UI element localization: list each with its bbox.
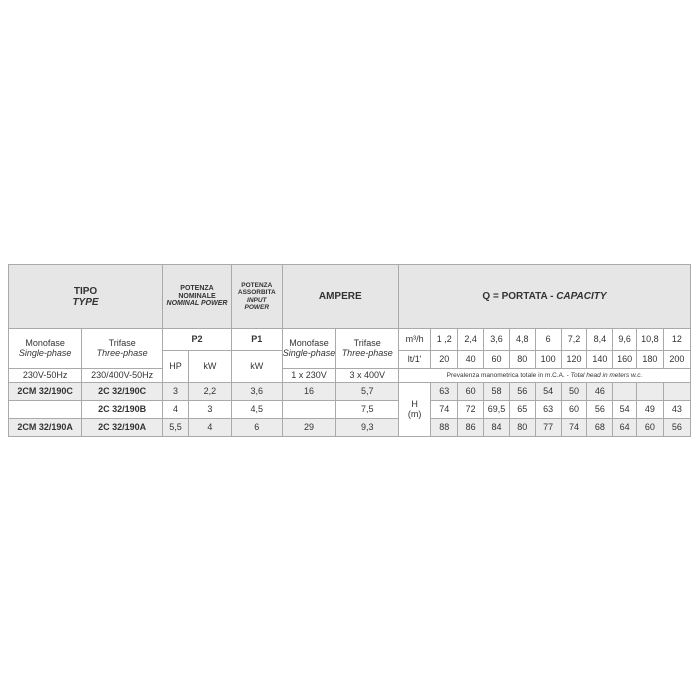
kw-value: 4 xyxy=(188,419,231,437)
flow-m3h-1: 2,4 xyxy=(458,329,484,351)
flow-lt-8: 180 xyxy=(636,351,663,369)
p2-header: P2 xyxy=(163,329,232,351)
head-label xyxy=(398,383,430,437)
total-head-label: Total head in meters w.c. xyxy=(570,371,643,379)
flow-lt-2: 60 xyxy=(484,351,510,369)
flow-lt-4: 100 xyxy=(535,351,561,369)
tipo-header xyxy=(9,265,163,329)
head-value: 54 xyxy=(535,383,561,401)
flow-m3h-0: 1 ,2 xyxy=(431,329,458,351)
amp-monofase-header xyxy=(282,329,336,369)
head-value: 74 xyxy=(431,401,458,419)
potenza-label: POTENZA xyxy=(180,284,214,292)
unit-m3h: m³/h xyxy=(398,329,430,351)
head-value: 64 xyxy=(613,419,637,437)
pump-spec-table xyxy=(8,264,691,437)
flow-m3h-5: 7,2 xyxy=(561,329,587,351)
hp-header: HP xyxy=(163,351,189,383)
p1-header: P1 xyxy=(231,329,282,351)
table-row xyxy=(9,383,691,401)
flow-lt-0: 20 xyxy=(431,351,458,369)
amp-mono-value: 16 xyxy=(282,383,336,401)
head-value: 60 xyxy=(561,401,587,419)
head-value: 46 xyxy=(587,383,613,401)
hp-value: 4 xyxy=(163,401,189,419)
head-value: 56 xyxy=(509,383,535,401)
flow-m3h-2: 3,6 xyxy=(484,329,510,351)
amp-trifase-header xyxy=(336,329,399,369)
amp-monofase-label: Monofase xyxy=(289,337,329,348)
flow-lt-9: 200 xyxy=(663,351,690,369)
potenza-assorbita-header xyxy=(231,265,282,329)
model-mono: 2CM 32/190A xyxy=(9,419,82,437)
three-phase-label: Three-phase xyxy=(96,347,148,358)
prevalenza-note xyxy=(398,369,690,383)
monofase-header xyxy=(9,329,82,369)
flow-lt-7: 160 xyxy=(613,351,637,369)
head-value: 58 xyxy=(484,383,510,401)
voltage-row xyxy=(9,369,691,383)
flow-lt-1: 40 xyxy=(458,351,484,369)
single-phase-label: Single-phase xyxy=(18,347,72,358)
head-value: 60 xyxy=(458,383,484,401)
kw-p1-header: kW xyxy=(231,351,282,383)
head-value xyxy=(613,383,637,401)
subheader-row-1 xyxy=(9,329,691,351)
model-tri: 2C 32/190A xyxy=(82,419,163,437)
volt-mono: 230V-50Hz xyxy=(9,369,82,383)
portata-label: Q = PORTATA - xyxy=(482,291,557,302)
table-row xyxy=(9,401,691,419)
hp-value: 5,5 xyxy=(163,419,189,437)
head-value: 68 xyxy=(587,419,613,437)
flow-m3h-7: 9,6 xyxy=(613,329,637,351)
table-row xyxy=(9,419,691,437)
trifase-header xyxy=(82,329,163,369)
potenza-label-2: POTENZA xyxy=(241,282,273,290)
hp-value: 3 xyxy=(163,383,189,401)
flow-lt-3: 80 xyxy=(509,351,535,369)
header-row xyxy=(9,265,691,329)
nominal-power-label: NOMINAL POWER xyxy=(166,300,228,308)
amp-tri-value: 5,7 xyxy=(336,383,399,401)
flow-m3h-8: 10,8 xyxy=(636,329,663,351)
flow-m3h-6: 8,4 xyxy=(587,329,613,351)
model-tri: 2C 32/190B xyxy=(82,401,163,419)
head-value: 43 xyxy=(663,401,690,419)
head-value: 72 xyxy=(458,401,484,419)
flow-m3h-9: 12 xyxy=(663,329,690,351)
head-value: 49 xyxy=(636,401,663,419)
amp-volt-mono: 1 x 230V xyxy=(282,369,336,383)
kw-value: 3 xyxy=(188,401,231,419)
head-value: 69,5 xyxy=(484,401,510,419)
amp-three-phase-label: Three-phase xyxy=(341,347,393,358)
head-value: 77 xyxy=(535,419,561,437)
p1-value: 6 xyxy=(231,419,282,437)
tipo-label: TIPO xyxy=(73,285,98,297)
p1-value: 3,6 xyxy=(231,383,282,401)
type-label: TYPE xyxy=(72,296,99,308)
head-value xyxy=(663,383,690,401)
flow-m3h-4: 6 xyxy=(535,329,561,351)
head-value: 50 xyxy=(561,383,587,401)
ampere-header: AMPERE xyxy=(282,265,398,329)
amp-trifase-label: Trifase xyxy=(353,337,381,348)
trifase-label: Trifase xyxy=(108,337,136,348)
head-value xyxy=(636,383,663,401)
volt-tri: 230/400V-50Hz xyxy=(82,369,163,383)
flow-lt-6: 140 xyxy=(587,351,613,369)
power-label: POWER xyxy=(244,303,270,311)
input-label: INPUT xyxy=(247,296,267,304)
potenza-nominale-header xyxy=(163,265,232,329)
head-value: 63 xyxy=(535,401,561,419)
model-tri: 2C 32/190C xyxy=(82,383,163,401)
head-value: 56 xyxy=(587,401,613,419)
assorbita-label: ASSORBITA xyxy=(237,289,276,297)
amp-mono-value xyxy=(282,401,336,419)
flow-lt-5: 120 xyxy=(561,351,587,369)
head-value: 80 xyxy=(509,419,535,437)
m-label: (m) xyxy=(407,408,422,419)
portata-header xyxy=(398,265,690,329)
p1-value: 4,5 xyxy=(231,401,282,419)
amp-single-phase-label: Single-phase xyxy=(282,347,336,358)
kw-value: 2,2 xyxy=(188,383,231,401)
model-mono xyxy=(9,401,82,419)
head-value: 56 xyxy=(663,419,690,437)
prevalenza-label: Prevalenza manometrica totale in m.C.A. - xyxy=(446,371,571,379)
head-value: 74 xyxy=(561,419,587,437)
monofase-label: Monofase xyxy=(25,337,65,348)
amp-mono-value: 29 xyxy=(282,419,336,437)
head-value: 86 xyxy=(458,419,484,437)
h-label: H xyxy=(411,398,418,409)
head-value: 54 xyxy=(613,401,637,419)
head-value: 84 xyxy=(484,419,510,437)
head-value: 88 xyxy=(431,419,458,437)
flow-m3h-3: 4,8 xyxy=(509,329,535,351)
amp-tri-value: 9,3 xyxy=(336,419,399,437)
nominale-label: NOMINALE xyxy=(178,292,216,300)
head-value: 60 xyxy=(636,419,663,437)
capacity-label: CAPACITY xyxy=(556,291,607,302)
head-value: 65 xyxy=(509,401,535,419)
model-mono: 2CM 32/190C xyxy=(9,383,82,401)
unit-lt: lt/1' xyxy=(398,351,430,369)
amp-volt-tri: 3 x 400V xyxy=(336,369,399,383)
kw-header: kW xyxy=(188,351,231,383)
amp-tri-value: 7,5 xyxy=(336,401,399,419)
head-value: 63 xyxy=(431,383,458,401)
